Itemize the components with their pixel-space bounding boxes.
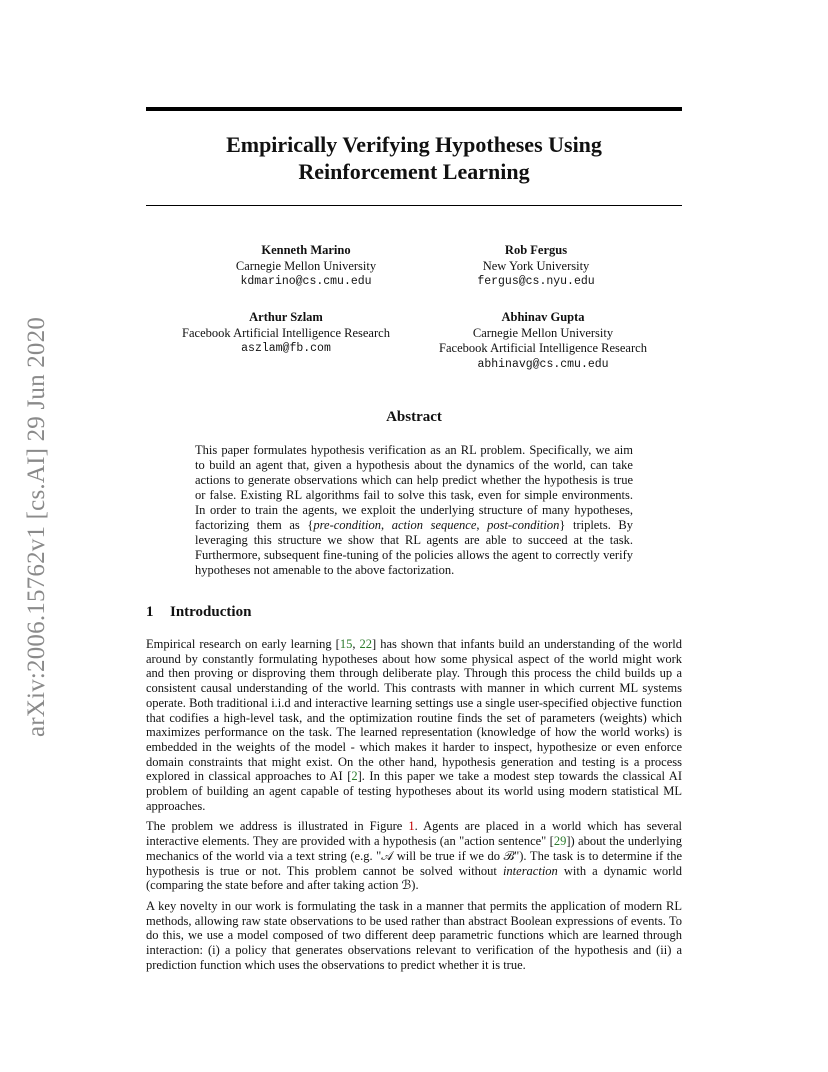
author-name: Arthur Szlam: [249, 310, 323, 324]
title-line-1: Empirically Verifying Hypotheses Using: [226, 132, 602, 157]
author-affiliation: Carnegie Mellon University: [235, 258, 377, 273]
text: will be true if we do: [393, 848, 504, 863]
author-name: Abhinav Gupta: [501, 310, 585, 324]
author-affiliation: Carnegie Mellon University: [472, 325, 614, 340]
abstract-sep: ,: [476, 518, 488, 532]
author-email[interactable]: fergus@cs.nyu.edu: [477, 275, 595, 288]
abstract-emphasis: action sequence: [391, 518, 477, 532]
abstract-emphasis: post-condition: [487, 518, 560, 532]
text: Empirical research on early learning [: [146, 637, 340, 651]
arxiv-sidebar-stamp: [14, 296, 60, 758]
author-name: Kenneth Marino: [261, 243, 351, 257]
author-name: Rob Fergus: [504, 243, 568, 257]
text: with a dynamic world (comparing the state before and after taking action: [146, 863, 683, 893]
text: ]) about the underlying mechanics of the world via a text string (e.g. ": [146, 834, 683, 863]
math-symbol: ℬ: [401, 878, 412, 893]
text: ,: [352, 637, 360, 651]
emphasis: interaction: [502, 863, 558, 878]
author-block-szlam: [166, 310, 406, 357]
author-affiliation: Facebook Artificial Intelligence Research: [182, 325, 390, 340]
text: ).: [411, 878, 419, 893]
abstract-part: } triplets. By leveraging this structure we show that RL agents are able to succeed at the task. Furthermore, subsequent fine-tuning of the policies allows the agent to correctly verify hypotheses not amenable to the above factorization.: [195, 518, 634, 577]
paragraph: A key novelty in our work is formulating the task in a manner that permits the application of modern RL methods, allowing raw state observations to be used rather than abstract Boolean expressions of events. To do this, we use a model composed of two different deep parametric functions which are learned through interaction: (i) a policy that generates observations relevant to verification of the hypothesis and (ii) a prediction function which uses the observations to predict whether it is true.: [146, 898, 682, 972]
author-block-marino: [206, 243, 406, 290]
section-number: 1: [146, 604, 154, 620]
abstract-text: [195, 443, 633, 578]
author-affiliation-2: Facebook Artificial Intelligence Research: [439, 341, 647, 355]
text: . Agents are placed in a world which has several interactive elements. They are provided with a hypothesis (an "action sentence" [: [146, 819, 682, 849]
abstract-emphasis: pre-condition: [313, 518, 381, 532]
paper-title: [146, 131, 682, 185]
paragraph: [146, 637, 682, 813]
author-block-fergus: [436, 243, 636, 290]
text: The problem we address is illustrated in Figure: [146, 819, 409, 834]
author-block-gupta: [420, 310, 666, 372]
author-email[interactable]: kdmarino@cs.cmu.edu: [240, 275, 372, 288]
text: "). The task is to determine if the hypothesis is true or not. This problem cannot be solved without: [146, 848, 682, 878]
citation-link[interactable]: 29: [553, 834, 567, 849]
text: ] has shown that infants build an understanding of the world around by constantly formulating hypotheses about how some physical aspect of the world might work and then proving or disproving them through deliberate play. Through this process the child builds up a consistent causal understanding of the world. This contrasts with manner in which current ML systems operate. Both traditional i.i.d and interactive learning settings use a single user-specified objective function that codifies a high-level task, and the optimization routine finds the set of parameters (weights) which maximizes performance on the task. The learned representation (knowledge of how the world works) is embedded in the weights of the model - which makes it harder to inspect, hypothesize or even enforce domain constraints that might exist. On the other hand, hypothesis generation and testing is a process explored in classical approaches to AI [: [146, 637, 682, 784]
author-affiliation: New York University: [482, 258, 590, 273]
paragraph: [146, 819, 682, 893]
math-symbol: ℬ: [503, 848, 515, 863]
arxiv-id-text: arXiv:2006.15762v1 [cs.AI] 29 Jun 2020: [23, 316, 50, 738]
abstract-part: This paper formulates hypothesis verification as an RL problem. Specifically, we aim to build an agent that, given a hypothesis about the dynamics of the world, can take actions to generate observations which can help predict whether the hypothesis is true or false. Existing RL algorithms fail to solve this task, even for simple environments. In order to train the agents, we exploit the underlying structure of many hypotheses, factorizing them as {: [195, 443, 633, 532]
title-bottom-rule: [146, 205, 682, 206]
abstract-heading: Abstract: [386, 409, 442, 425]
title-line-2: Reinforcement Learning: [298, 159, 530, 184]
figure-ref-link[interactable]: 1: [408, 819, 415, 834]
author-email[interactable]: aszlam@fb.com: [241, 342, 331, 355]
introduction-body: [146, 637, 682, 978]
section-heading-introduction: [146, 604, 251, 621]
citation-link[interactable]: 2: [351, 769, 358, 784]
title-top-rule: [146, 107, 682, 111]
section-title-text: Introduction: [170, 604, 252, 620]
abstract-sep: ,: [380, 518, 392, 532]
citation-link[interactable]: 15: [339, 637, 353, 651]
author-email[interactable]: abhinavg@cs.cmu.edu: [477, 357, 609, 371]
citation-link[interactable]: 22: [359, 637, 372, 651]
text: ]. In this paper we take a modest step towards the classical AI problem of building an agent capable of testing hypotheses about its world using modern statistical ML approaches.: [146, 769, 682, 813]
math-symbol: 𝒜: [381, 848, 394, 863]
